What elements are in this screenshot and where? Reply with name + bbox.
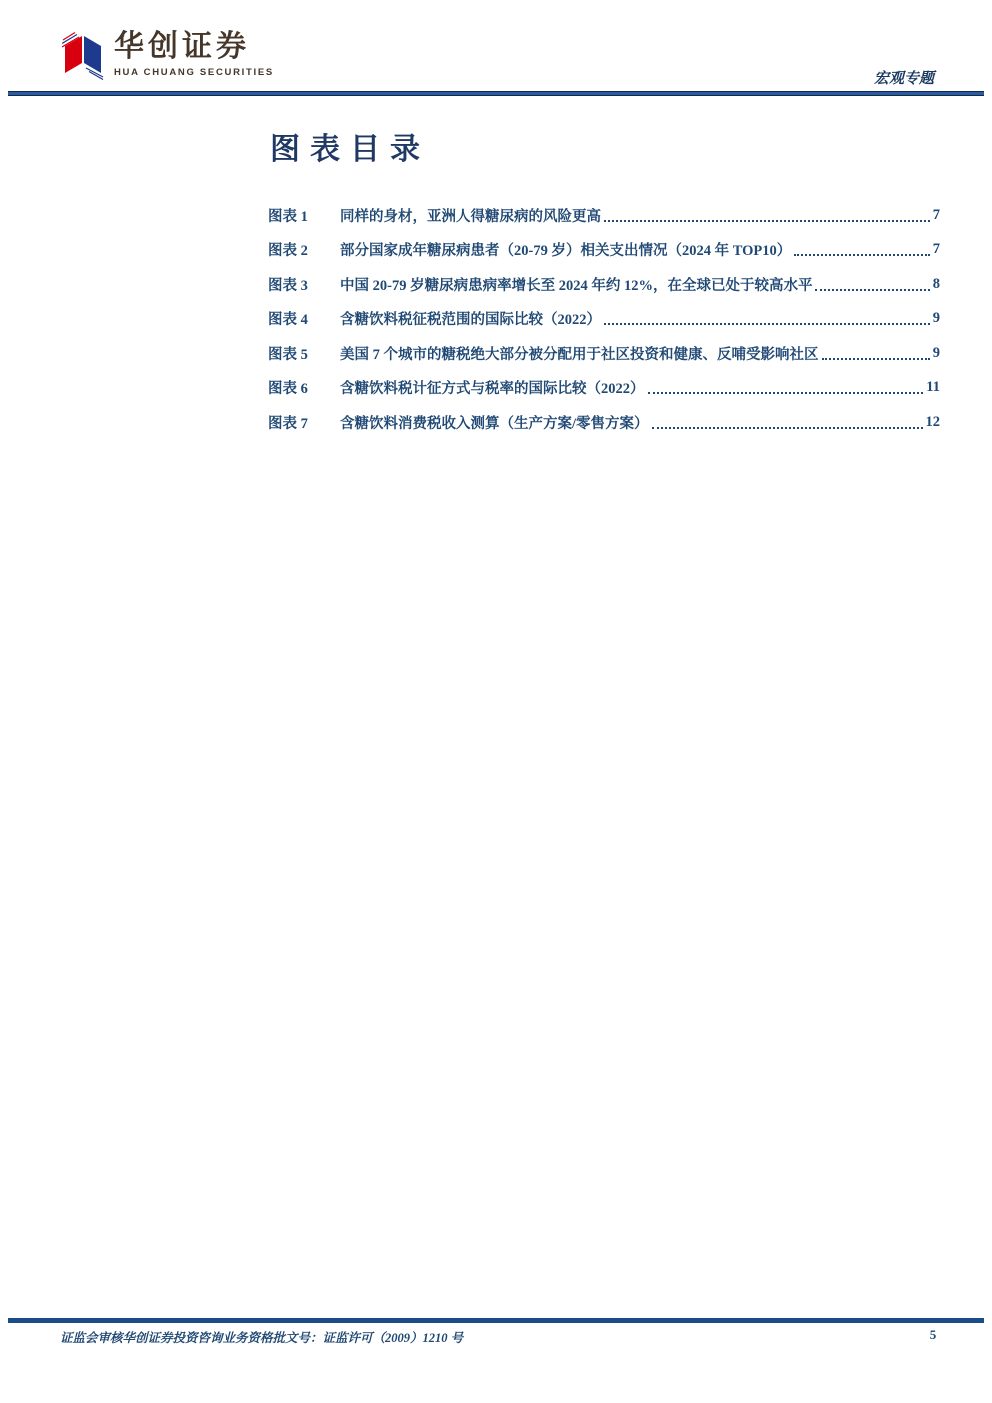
brand-name-en: HUA CHUANG SECURITIES <box>114 67 274 78</box>
dot-leader <box>822 347 930 360</box>
toc-entry-6[interactable] <box>268 371 940 406</box>
brand-text <box>114 30 274 78</box>
dot-leader <box>815 278 929 291</box>
brand-logo <box>62 30 274 80</box>
toc-entry-label: 图表 3 <box>268 277 308 294</box>
dot-leader <box>794 243 930 256</box>
toc-entry-5[interactable] <box>268 336 940 371</box>
huachuang-cube-icon <box>62 30 104 80</box>
dot-leader <box>604 312 930 325</box>
toc-entry-page: 7 <box>932 241 940 258</box>
footer-disclaimer: 证监会审核华创证券投资咨询业务资格批文号：证监许可（2009）1210 号 <box>60 1331 464 1345</box>
dot-leader <box>648 381 924 394</box>
toc-entry-title: 含糖饮料税征税范围的国际比较（2022） <box>340 312 601 329</box>
toc-entry-title: 含糖饮料税计征方式与税率的国际比较（2022） <box>340 381 645 398</box>
dot-leader <box>652 416 923 429</box>
toc-entry-page: 9 <box>932 310 940 327</box>
header-divider <box>8 91 984 96</box>
toc-entry-title: 部分国家成年糖尿病患者（20-79 岁）相关支出情况（2024 年 TOP10） <box>340 243 792 260</box>
toc-entry-label: 图表 6 <box>268 381 308 398</box>
toc-entry-page: 11 <box>926 379 940 396</box>
toc-entry-page: 12 <box>925 413 940 430</box>
toc-entry-title: 美国 7 个城市的糖税绝大部分被分配用于社区投资和健康、反哺受影响社区 <box>340 346 819 363</box>
toc-entry-title: 中国 20-79 岁糖尿病患病率增长至 2024 年约 12%，在全球已处于较高水平 <box>340 277 813 294</box>
toc-entry-1[interactable] <box>268 198 940 233</box>
toc-entry-page: 9 <box>932 344 940 361</box>
report-topic-label: 宏观专题 <box>874 71 935 87</box>
toc-title: 图表目录 <box>270 133 430 166</box>
toc-entry-3[interactable] <box>268 267 940 302</box>
toc-entry-title: 含糖饮料消费税收入测算（生产方案/零售方案） <box>340 415 649 432</box>
brand-name-cn: 华创证券 <box>114 30 250 63</box>
footer-divider <box>8 1318 984 1323</box>
toc-entry-label: 图表 4 <box>268 312 308 329</box>
footer-page-number: 5 <box>929 1327 937 1342</box>
toc-entry-7[interactable] <box>268 405 940 440</box>
toc-entry-4[interactable] <box>268 302 940 337</box>
toc-list <box>268 198 940 440</box>
toc-entry-label: 图表 5 <box>268 346 308 363</box>
toc-entry-page: 8 <box>932 275 940 292</box>
toc-entry-label: 图表 2 <box>268 243 308 260</box>
toc-entry-2[interactable] <box>268 233 940 268</box>
toc-entry-title: 同样的身材，亚洲人得糖尿病的风险更高 <box>340 208 601 225</box>
toc-entry-label: 图表 1 <box>268 208 308 225</box>
dot-leader <box>604 209 930 222</box>
toc-entry-page: 7 <box>932 206 940 223</box>
toc-entry-label: 图表 7 <box>268 415 308 432</box>
